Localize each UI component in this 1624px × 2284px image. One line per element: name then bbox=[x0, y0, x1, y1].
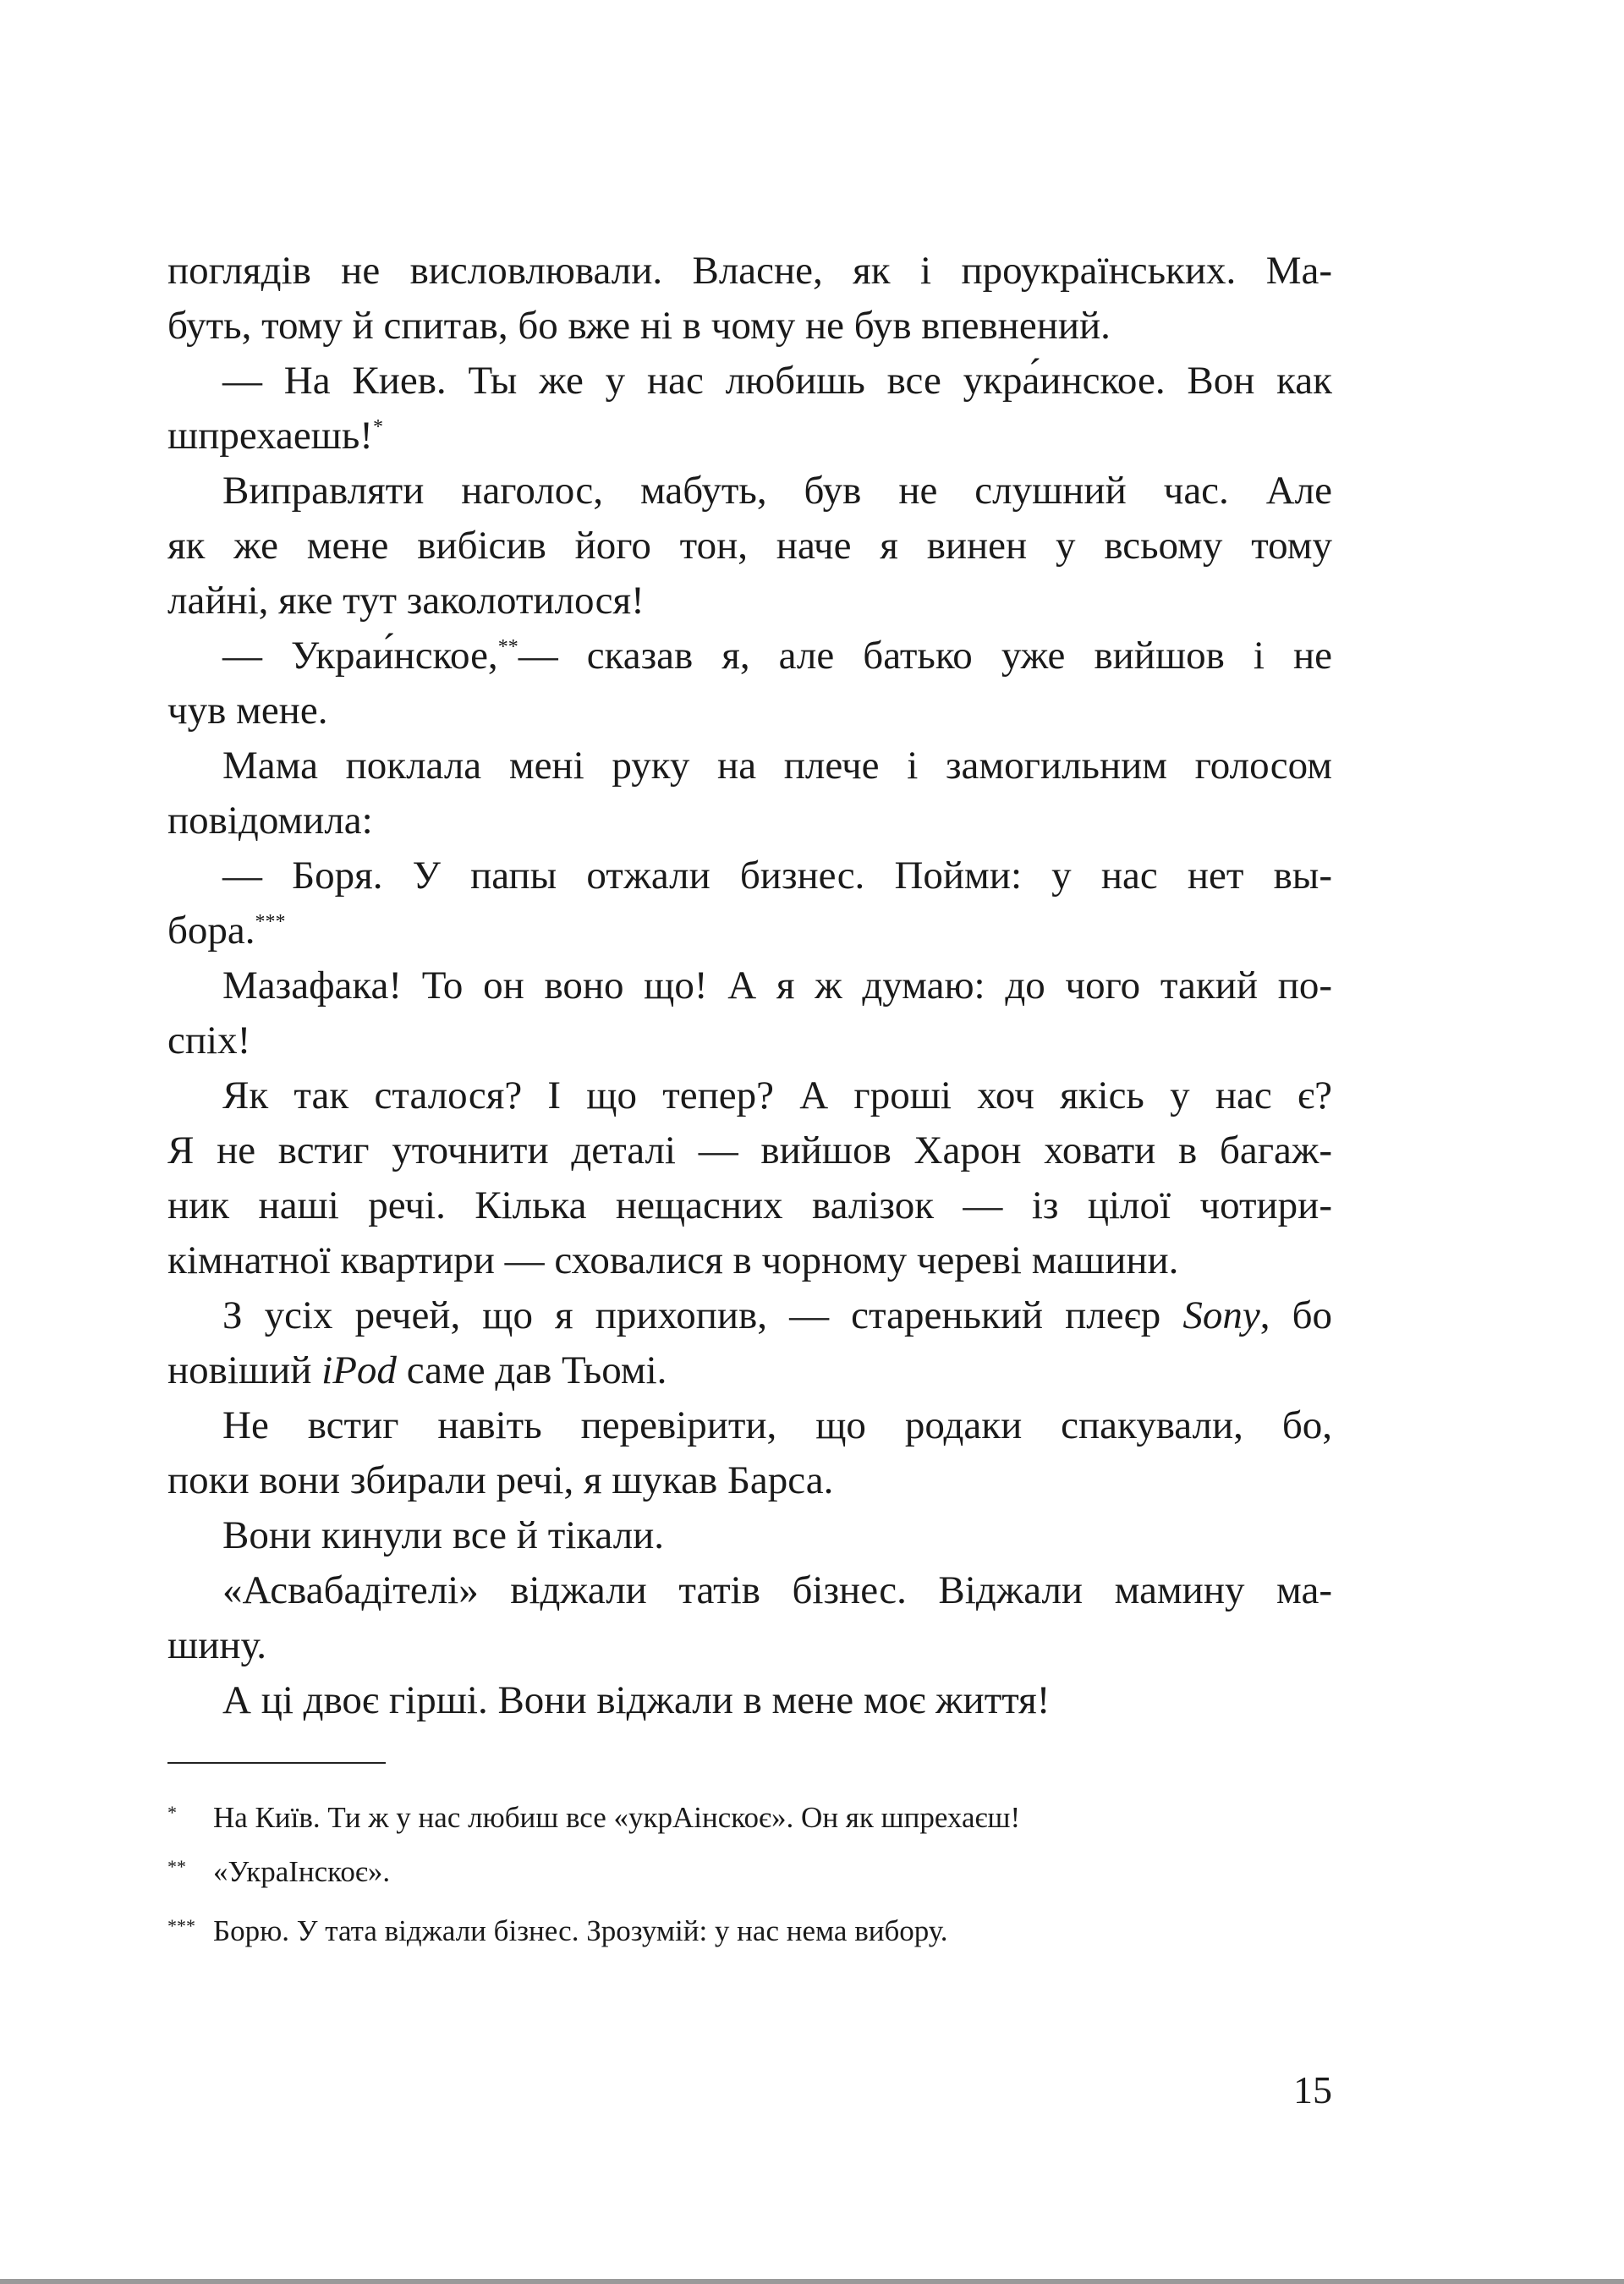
text-segment: Виправляти наголос, мабуть, був не слушний час. Але bbox=[222, 469, 1332, 513]
body-text bbox=[167, 244, 1332, 1728]
footnote-text: На Київ. Ти ж у нас любиш все «укрАінскоє». Он як шпрехаєш! bbox=[213, 1801, 1021, 1834]
text-segment: як же мене вибісив його тон, наче я винен у всьому тому bbox=[167, 524, 1332, 568]
text-line bbox=[167, 519, 1332, 574]
text-line bbox=[167, 354, 1332, 409]
footnote-2: ** «УкраІнскоє». bbox=[167, 1855, 391, 1888]
text-line bbox=[167, 1288, 1332, 1343]
text-segment: шпрехаешь! bbox=[167, 414, 373, 458]
italic-text: Sony bbox=[1182, 1293, 1260, 1337]
text-segment: «Асвабадітелі» віджали татів бізнес. Віджали мамину ма- bbox=[222, 1568, 1332, 1612]
text-line bbox=[167, 1013, 1332, 1068]
text-segment: Мама поклала мені руку на плече і замогильним голосом bbox=[222, 744, 1332, 788]
text-line bbox=[167, 1398, 1332, 1453]
text-line bbox=[167, 684, 1332, 738]
text-segment: — Украи́нское, bbox=[222, 634, 498, 678]
footnote-reference: ** bbox=[497, 636, 518, 658]
text-segment: кімнатної квартири — сховалися в чорному череві машини. bbox=[167, 1238, 1179, 1282]
footnote-3: *** Борю. У тата віджали бізнес. Зрозумій: у нас нема вибору. bbox=[167, 1914, 948, 1947]
page-bottom-edge bbox=[0, 2279, 1624, 2284]
text-segment: Я не встиг уточнити деталі — вийшов Харон ховати в багаж- bbox=[167, 1128, 1332, 1172]
text-segment: Вони кинули все й тікали. bbox=[222, 1513, 665, 1557]
text-segment: Як так сталося? І що тепер? А гроші хоч якісь у нас є? bbox=[222, 1073, 1332, 1117]
text-segment: — На Киев. Ты же у нас любишь все укра́инское. Вон как bbox=[222, 359, 1332, 403]
footnote-reference: *** bbox=[255, 911, 286, 933]
text-segment: ник наші речі. Кілька нещасних валізок — із цілої чотири- bbox=[167, 1183, 1332, 1227]
text-line bbox=[167, 1178, 1332, 1233]
text-segment: З усіх речей, що я прихопив, — старенький плеєр bbox=[222, 1293, 1183, 1337]
text-line bbox=[167, 244, 1332, 299]
text-segment: повідомила: bbox=[167, 799, 373, 843]
text-segment: — Боря. У папы отжали бизнес. Пойми: у нас нет вы- bbox=[222, 854, 1332, 898]
text-segment: — сказав я, але батько уже вийшов і не bbox=[518, 634, 1332, 678]
text-line bbox=[167, 1343, 1332, 1398]
text-line bbox=[167, 1563, 1332, 1618]
footnote-text: Борю. У тата віджали бізнес. Зрозумій: у нас нема вибору. bbox=[213, 1914, 948, 1947]
text-segment: Не встиг навіть перевірити, що родаки спакували, бо, bbox=[222, 1403, 1332, 1447]
text-line bbox=[167, 629, 1332, 684]
text-line bbox=[167, 738, 1332, 793]
text-line bbox=[167, 1508, 1332, 1563]
text-line bbox=[167, 409, 1332, 464]
text-segment: лайні, яке тут заколотилося! bbox=[167, 579, 645, 623]
text-line bbox=[167, 1673, 1332, 1728]
text-line bbox=[167, 1453, 1332, 1508]
text-line bbox=[167, 1618, 1332, 1673]
italic-text: iPod bbox=[321, 1348, 397, 1392]
footnote-1: * На Київ. Ти ж у нас любиш все «укрАінскоє». Он як шпрехаєш! bbox=[167, 1801, 1021, 1834]
page-number: 15 bbox=[1293, 2068, 1332, 2111]
text-line bbox=[167, 793, 1332, 848]
footnote-text: «УкраІнскоє». bbox=[213, 1855, 391, 1888]
text-line bbox=[167, 848, 1332, 903]
text-segment: буть, тому й спитав, бо вже ні в чому не був впевнений. bbox=[167, 304, 1111, 348]
text-segment: бора. bbox=[167, 909, 255, 953]
text-line bbox=[167, 1068, 1332, 1123]
text-line bbox=[167, 574, 1332, 629]
text-segment: спіх! bbox=[167, 1018, 251, 1062]
text-segment: , бо bbox=[1259, 1293, 1332, 1337]
text-line bbox=[167, 958, 1332, 1013]
footnote-reference: * bbox=[372, 416, 383, 438]
text-line bbox=[167, 1233, 1332, 1288]
text-segment: новіший bbox=[167, 1348, 322, 1392]
text-line bbox=[167, 464, 1332, 519]
text-segment: чув мене. bbox=[167, 689, 328, 733]
text-line bbox=[167, 299, 1332, 354]
text-segment: А ці двоє гірші. Вони віджали в мене моє життя! bbox=[222, 1678, 1051, 1722]
text-segment: шину. bbox=[167, 1623, 267, 1667]
text-segment: Мазафака! То он воно що! А я ж думаю: до чого такий по- bbox=[222, 964, 1332, 1007]
text-segment: поки вони збирали речі, я шукав Барса. bbox=[167, 1458, 834, 1502]
text-segment: саме дав Тьомі. bbox=[396, 1348, 667, 1392]
text-line bbox=[167, 1123, 1332, 1178]
text-segment: поглядів не висловлювали. Власне, як і проукраїнських. Ма- bbox=[167, 249, 1332, 293]
text-line bbox=[167, 903, 1332, 958]
footnote-divider bbox=[167, 1762, 386, 1764]
